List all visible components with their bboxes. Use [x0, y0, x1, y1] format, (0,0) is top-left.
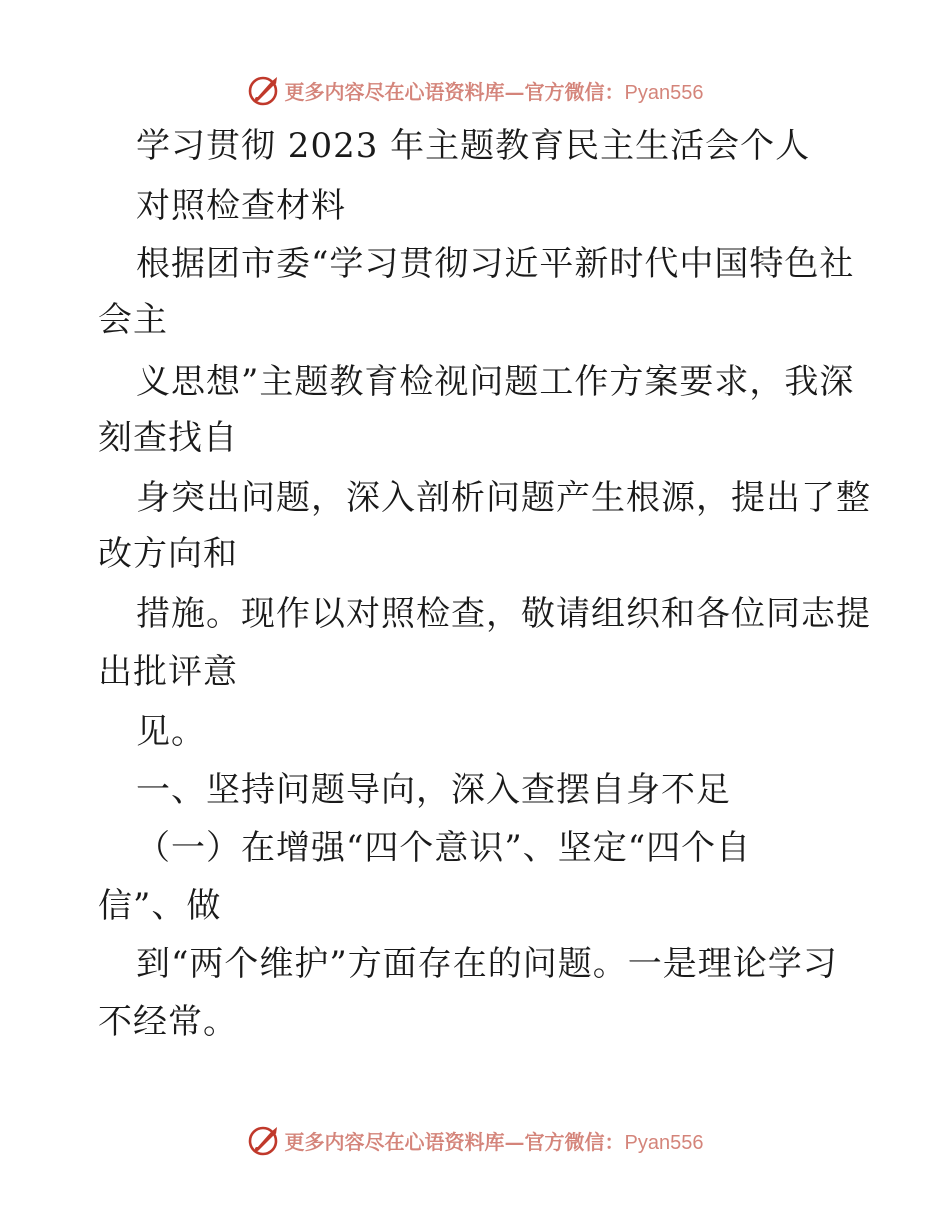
- paragraph-line: 刻查找自: [98, 418, 238, 458]
- paragraph-line: 会主: [98, 300, 168, 340]
- paragraph-line: 根据团市委“学习贯彻习近平新时代中国特色社: [136, 244, 855, 284]
- banner-text: 更多内容尽在心语资料库—官方微信：Pyan556: [284, 1129, 704, 1154]
- quill-pen-circle-icon: [247, 73, 281, 107]
- doc-title-line-2: 对照检查材料: [136, 186, 346, 226]
- paragraph-line: 身突出问题，深入剖析问题产生根源，提出了整: [136, 478, 871, 518]
- header-banner: [0, 70, 950, 110]
- quill-pen-circle-icon: [247, 1123, 281, 1157]
- paragraph-line: 信”、做: [98, 886, 222, 926]
- footer-banner: [0, 1120, 950, 1160]
- section-heading: 一、坚持问题导向，深入查摆自身不足: [136, 770, 731, 810]
- subsection-heading: （一）在增强“四个意识”、坚定“四个自: [136, 828, 752, 868]
- paragraph-line: 见。: [136, 712, 206, 752]
- paragraph-line: 出批评意: [98, 652, 238, 692]
- banner-text: 更多内容尽在心语资料库—官方微信：Pyan556: [284, 79, 704, 104]
- paragraph-line: 改方向和: [98, 534, 238, 574]
- paragraph-line: 措施。现作以对照检查，敬请组织和各位同志提: [136, 594, 871, 634]
- doc-title-line-1: 学习贯彻 2023 年主题教育民主生活会个人: [136, 126, 811, 166]
- paragraph-line: 义思想”主题教育检视问题工作方案要求，我深: [136, 362, 855, 402]
- paragraph-line: 不经常。: [98, 1002, 238, 1042]
- paragraph-line: 到“两个维护”方面存在的问题。一是理论学习: [136, 944, 838, 984]
